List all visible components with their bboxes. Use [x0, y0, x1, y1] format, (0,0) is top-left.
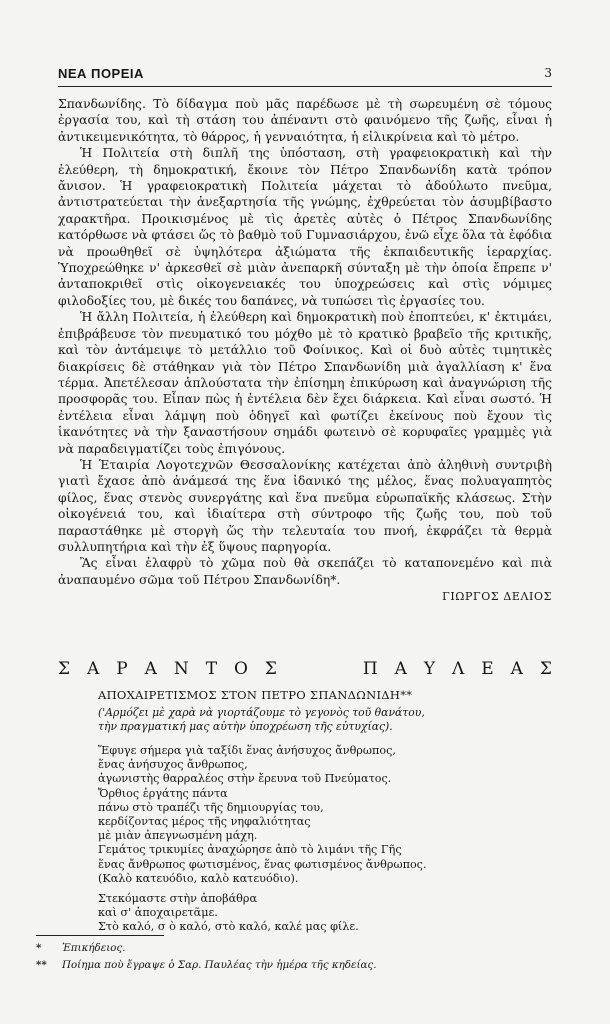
- author-letter: Σ: [539, 659, 552, 679]
- poem-stanza: [98, 892, 528, 935]
- poem-line: Ὄρθιος ἐργάτης πάντα: [98, 786, 228, 800]
- journal-title: ΝΕΑ ΠΟΡΕΙΑ: [58, 66, 144, 81]
- epigraph-line: ('Αρμόζει μὲ χαρὰ νὰ γιορτάζουμε τὸ γεγονὸς τοῦ θανάτου,: [98, 706, 425, 719]
- author-letter: Α: [394, 659, 407, 679]
- footnote: [36, 940, 576, 957]
- author-letter: Σ: [58, 659, 71, 679]
- article-paragraph: Ἂς εἶναι ἐλαφρὺ τὸ χῶμα ποὺ θὰ σκεπάζει τὸ καταπονεμένο καὶ πιὰ ἀναπαυμένο σῶμα τοῦ Πέτρου Σπανδωνίδη*.: [58, 556, 552, 587]
- poem-line: ἕνας ἄνθρωπος φωτισμένος, ἕνας φωτισμένος ἄνθρωπος.: [98, 857, 427, 871]
- poem-line: πάνω στὸ τραπέζι τῆς δημιουργίας του,: [98, 800, 324, 814]
- author-letter: Υ: [423, 659, 436, 679]
- poem-line: Στὸ καλό, σ ὸ καλό, στὸ καλό, καλέ μας φίλε.: [98, 920, 359, 934]
- author-letter: Α: [144, 659, 157, 679]
- poem-line: Γεμάτος τρικυμίες ἀναχώρησε ἀπὸ τὸ λιμάνι τῆς Γῆς: [98, 843, 402, 857]
- poem-line: καὶ σ' ἀποχαιρετᾶμε.: [98, 906, 218, 920]
- poem-line: Στεκόμαστε στὴν ἀποβάθρα: [98, 892, 258, 906]
- poem-line: μὲ μιὰν ἀπεγνωσμένη μάχη.: [98, 829, 258, 843]
- article-body: [58, 96, 552, 606]
- poem-line: ἀγωνιστὴς θαρραλέος στὴν ἔρευνα τοῦ Πνεύματος.: [98, 772, 392, 786]
- article-paragraph: Ἡ ἄλλη Πολιτεία, ἡ ἐλεύθερη καὶ δημοκρατικὴ ποὺ ἐποπτεύει, κ' ἐκτιμάει, ἐπιβράβευσε τὸν πνευματικό του μόχθο μὲ τὸ κρατικὸ βραβεῖο τῆς κριτικῆς, καὶ τὸν ἀντάμειψε τὸ μετάλλιο τοῦ Φοίνικος. Καὶ οἱ δυὸ αὐτὲς τιμητικὲς διακρίσεις δὲ στάθηκαν γιὰ τὸν Πέτρο Σπανδωνίδη μιὰ ἀγαλλίαση κ' ἕνα τέρμα. Ἀπετέλεσαν ἁπλούστατα τὴν ἐπίσημη ἐπικύρωση καὶ ἀναγνώριση τῆς προσφορᾶς του. Εἶπαν πὼς ἡ ἐντέλεια δὲν ἔχει διάρκεια. Καὶ εἶναι σωστό. Ἡ ἐντέλεια εἶναι λάμψη ποὺ ὁδηγεῖ καὶ φωτίζει ἐκείνους ποὺ ἔχουν τὶς ἱκανότητες νὰ τὴν ξαναστήσουν σημάδι φωτεινὸ σὲ κορυφαῖες γραμμὲς γιὰ νὰ παραδειγματίζει τοὺς ἐπιγόνους.: [58, 310, 552, 456]
- article-paragraph: Ἡ Ἑταιρία Λογοτεχνῶν Θεσσαλονίκης κατέχεται ἀπὸ ἀληθινὴ συντριβὴ γιατὶ ἔχασε ἀπὸ ἀνάμεσά της ἕνα ἰδανικό της μέλος, ἕνας πολυαγαπητὸς φίλος, ἕνας στενὸς συνεργάτης καὶ ἕνα πνεῦμα εὐρωπαϊκῆς κλάσεως. Στὴν οἰκογένειά του, καὶ ἰδιαίτερα στὴ σύντροφο τῆς ζωῆς του, ποὺ τοῦ παραστάθηκε μὲ στοργὴ ὥς τὴν τελευταία του πνοή, ἐκφράζει τὰ θερμὰ συλλυπητήρια καὶ τὴν ἐξ ὕψους παρηγορία.: [58, 457, 552, 554]
- running-header: [58, 66, 552, 84]
- footnote: [36, 957, 576, 974]
- footnote-mark: **: [36, 959, 47, 971]
- author-letter: Α: [86, 659, 100, 679]
- article-signature: ΓΙΩΡΓΟΣ ΔΕΛΙΟΣ: [442, 590, 552, 604]
- poem-stanza: [98, 744, 528, 886]
- poem-line: κερδίζοντας μέρος τῆς νηφαλιότητας: [98, 815, 311, 829]
- poem-title: ΑΠΟΧΑΙΡΕΤΙΣΜΟΣ ΣΤΟΝ ΠΕΤΡΟ ΣΠΑΝΔΩΝΙΔΗ**: [98, 688, 413, 702]
- poem: [98, 688, 528, 935]
- poem-line: Ἔφυγε σήμερα γιὰ ταξίδι ἕνας ἀνήσυχος ἄνθρωπος,: [98, 744, 396, 757]
- article-paragraph: Σπανδωνίδης. Τὸ δίδαγμα ποὺ μᾶς παρέδωσε μὲ τὴ σωρευμένη σὲ τόμους ἐργασία του, καὶ τὴ στάση του ἀπέναντι στὸ φαινόμενο τῆς ζωῆς, εἶναι ἡ ἀντικειμενικότητα, τὸ θάρρος, ἡ γενναιότητα, ἡ εἰλικρίνεια καὶ τὸ μέτρο.: [58, 97, 552, 144]
- author-letter: Ν: [173, 659, 189, 679]
- poem-line: ἕνας ἀνήσυχος ἄνθρωπος,: [98, 758, 248, 772]
- header-rule: [58, 86, 552, 87]
- article-paragraph: Ἡ Πολιτεία στὴ διπλῆ της ὑπόσταση, στὴ γραφειοκρατικὴ καὶ τὴν ἐλεύθερη, τὴ δημοκρατική, ἔκοινε τὸν Πέτρο Σπανδωνίδη κατὰ τρόπον ἄνισον. Ἡ γραφειοκρατικὴ Πολιτεία μάχεται τὸ ἀδούλωτο πνεῦμα, ἀντιστρατεύεται τὴν ἀνεξαρτησία τῆς γνώμης, ἐχθρεύεται τὸν ἀσυμβίβαστο χαρακτῆρα. Προικισμένος μὲ τὶς ἀρετὲς αὐτὲς ὁ Πέτρος Σπανδωνίδης κατόρθωσε νὰ φτάσει ὥς τὸ βαθμὸ τοῦ Γυμνασιάρχου, ἐνῶ εἶχε ὅλα τὰ ἐφόδια νὰ προωθηθεῖ σὲ ὑψηλότερα ἀξιώματα τῆς ἐκπαιδευτικῆς ἱεραρχίας. Ὑποχρεώθηκε ν' ἀρκεσθεῖ σὲ μιὰν ἀνεπαρκῆ σύνταξη μὲ τὴν ὁποία ἔπρεπε ν' ἀνταποκριθεῖ στὶς οἰκογενειακές του ὑποχρεώσεις καὶ στὶς νόμιμες φιλοδοξίες του, μὲ δικές του δαπάνες, νὰ τυπώσει τὶς ἐργασίες του.: [58, 146, 552, 308]
- poem-author: [58, 656, 552, 682]
- author-letter: Ε: [481, 659, 494, 679]
- footnote-text: Ποίημα ποὺ ἔγραψε ὁ Σαρ. Παυλέας τὴν ἡμέρα τῆς κηδείας.: [62, 959, 377, 971]
- poem-line: (Καλὸ κατευόδιο, καλὸ κατευόδιο).: [98, 871, 299, 885]
- footnote-mark: *: [36, 942, 42, 954]
- footnote-text: Ἐπικήδειος.: [62, 942, 126, 954]
- author-letter: Λ: [452, 659, 465, 679]
- footnote-rule: [36, 935, 164, 936]
- author-letter: Α: [510, 659, 523, 679]
- poem-epigraph: [98, 706, 528, 734]
- author-letter: Σ: [264, 659, 277, 679]
- epigraph-line: τὴν πραγματική μας αὐτὴν ὑποχρέωση τῆς εὐτυχίας).: [98, 720, 393, 733]
- footnotes: [36, 940, 576, 974]
- page-number: 3: [544, 66, 552, 80]
- author-letter: Ρ: [116, 659, 128, 679]
- author-letter: Ο: [233, 659, 248, 679]
- author-letter: Τ: [205, 659, 218, 679]
- author-letter: Π: [362, 659, 378, 679]
